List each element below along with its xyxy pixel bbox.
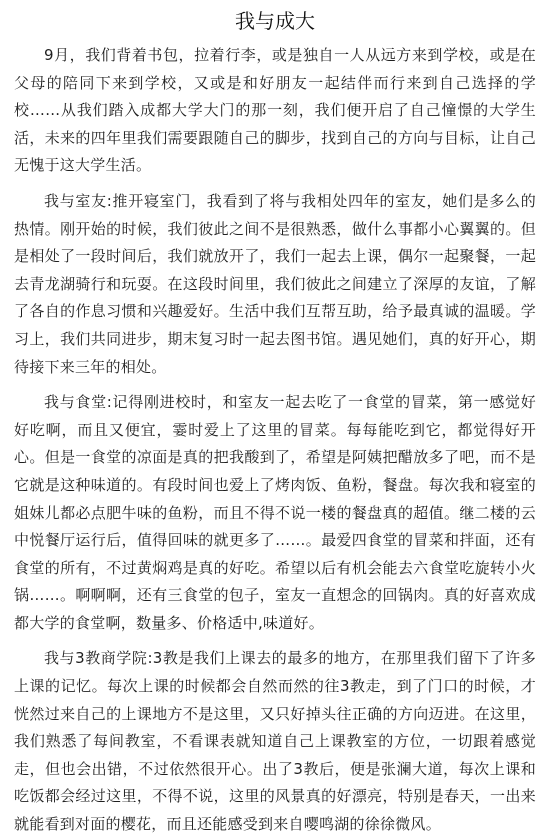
paragraph-intro: 9月，我们背着书包，拉着行李，或是独自一人从远方来到学校，或是在父母的陪同下来到学校，又或是和好朋友一起结伴而行来到自己选择的学校……从我们踏入成都大学大门的那一刻，我们便开启了自己憧憬的大学生活，未来的四年里我们需要跟随自己的脚步，找到自己的方向与目标，让自己无愧于这大学生活。 — [14, 46, 536, 175]
paragraph-roommates: 我与室友:推开寝室门，我看到了将与我相处四年的室友，她们是多么的热情。刚开始的时候，我们彼此之间不是很熟悉，做什么事都小心翼翼的。但是相处了一段时间后，我们就放开了，我们一起去上课，偶尔一起聚餐，一起去青龙湖骑行和玩耍。在这段时间里，我们彼此之间建立了深厚的友谊，了解了各自的作息习惯和兴趣爱好。生活中我们互帮互助，给予最真诚的温暖。学习上，我们共同进步，期末复习时一起去图书馆。遇见她们，真的好开心，期待接下来三年的相处。 — [14, 191, 536, 376]
paragraph-canteen: 我与食堂:记得刚进校时，和室友一起去吃了一食堂的冒菜，第一感觉好好吃啊，而且又便宜，霎时爱上了这里的冒菜。每每能吃到它，都觉得好开心。但是一食堂的凉面是真的把我酸到了，希望是阿姨把醋放多了吧，而不是它就是这种味道的。有段时间也爱上了烤肉饭、鱼粉，餐盘。每次我和寝室的姐妹儿都必点肥牛味的鱼粉，而且不得不说一楼的餐盘真的超值。继二楼的云中悦餐厅运行后，值得回味的就更多了……。最爱四食堂的冒菜和拌面，还有食堂的所有，不过黄焖鸡是真的好吃。希望以后有机会能去六食堂吃旋转小火锅……。啊啊啊，还有三食堂的包子，室友一直想念的回锅肉。真的好喜欢成都大学的食堂啊，数量多、价格适中,味道好。 — [14, 393, 536, 632]
paragraph-building-3: 我与3教商学院:3教是我们上课去的最多的地方，在那里我们留下了许多上课的记忆。每次上课的时候都会自然而然的往3教走，到了门口的时候，才恍然过来自己的上课地方不是这里，又只好掉头往正确的方向迈进。在这里，我们熟悉了每间教室，不看课表就知道自己上课教室的方位，一切跟着感觉走，但也会出错，不过依然很开心。出了3教后，便是张澜大道，每次上课和吃饭都会经过这里，不得不说，这里的风景真的好漂亮，特别是春天，一出来就能看到对面的樱花，而且还能感受到来自嘤鸣湖的徐徐微风。 — [14, 649, 536, 834]
document-title: 我与成大 — [235, 9, 315, 33]
